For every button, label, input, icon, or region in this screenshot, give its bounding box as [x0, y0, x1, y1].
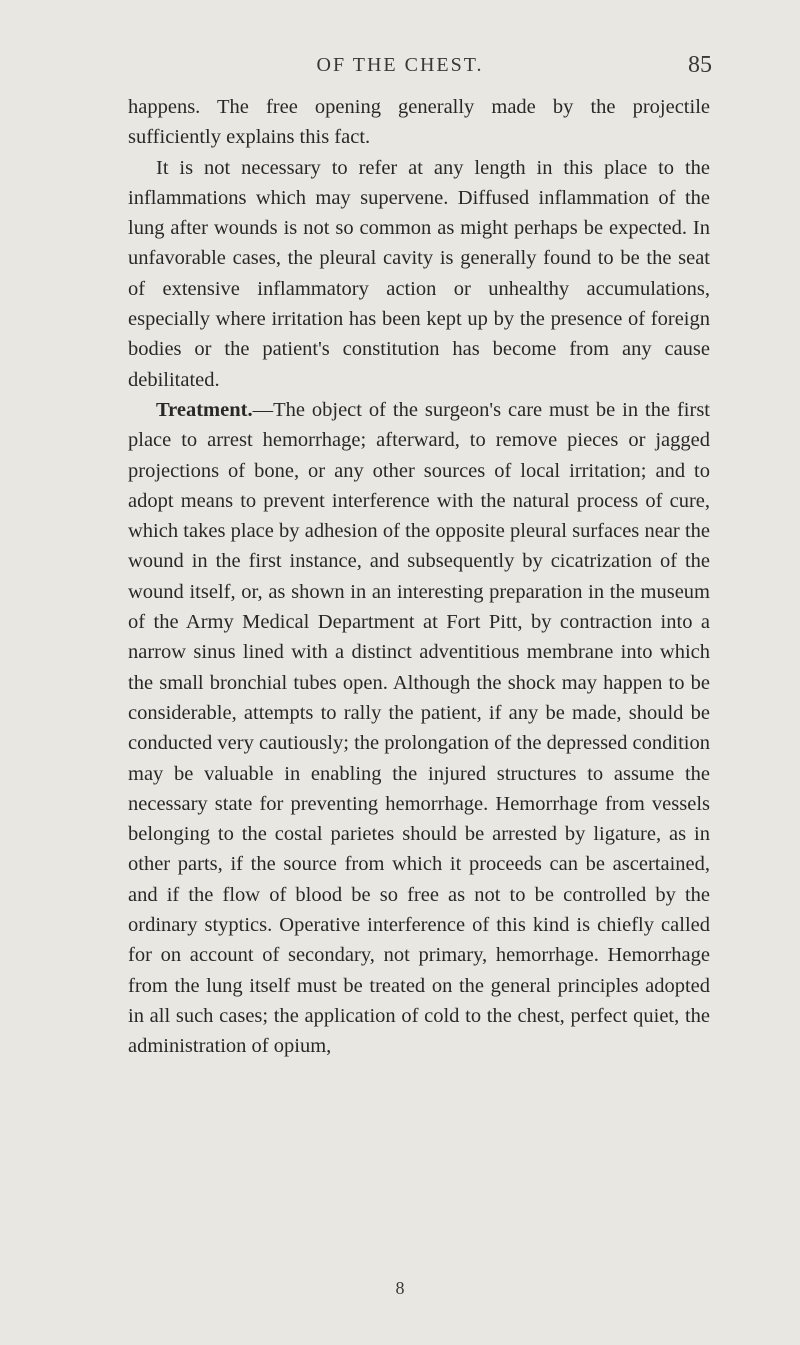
page-number: 85	[688, 52, 712, 78]
paragraph-2: It is not necessary to refer at any length in this place to the inflammations which may supervene. Diffused inflammation of the lung after wounds is not so common as might perhaps be expected. In unfavorable cases, the pleural cavity is generally found to be the seat of extensive inflammatory action or unhealthy accumulations, especially where irritation has been kept up by the presence of foreign bodies or the patient's constitution has become from any cause debilitated.	[128, 156, 710, 391]
running-head: OF THE CHEST.	[316, 54, 484, 76]
signature-mark: 8	[395, 1278, 405, 1298]
page-header	[0, 52, 800, 82]
treatment-heading: Treatment.	[156, 398, 253, 421]
paragraph-3	[128, 395, 710, 1062]
treatment-text: —The object of the surgeon's care must be in the first place to arrest hemorrhage; afterward, to remove pieces or jagged projections of bone, or any other sources of local irritation; and to adopt means to prevent interference with the natural process of cure, which takes place by adhesion of the opposite pleural surfaces near the wound in the first instance, and subsequently by cicatrization of the wound itself, or, as shown in an interesting preparation in the museum of the Army Medical Department at Fort Pitt, by contraction into a narrow sinus lined with a distinct adventitious membrane into which the small bronchial tubes open. Although the shock may happen to be considerable, attempts to rally the patient, if any be made, should be conducted very cautiously; the prolongation of the depressed condition may be valuable in enabling the injured structures to assume the necessary state for preventing hemorrhage. Hemorrhage from vessels belonging to the costal parietes should be arrested by ligature, as in other parts, if the source from which it proceeds can be ascertained, and if the flow of blood be so free as not to be controlled by the ordinary styptics. Operative interference of this kind is chiefly called for on account of secondary, not primary, hemorrhage. Hemorrhage from the lung itself must be treated on the general principles adopted in all such cases; the application of cold to the chest, perfect quiet, the administration of opium,	[128, 398, 710, 1058]
body-text	[128, 92, 710, 1062]
paragraph-1: happens. The free opening generally made by the projectile sufficiently explains this fact.	[128, 96, 710, 149]
